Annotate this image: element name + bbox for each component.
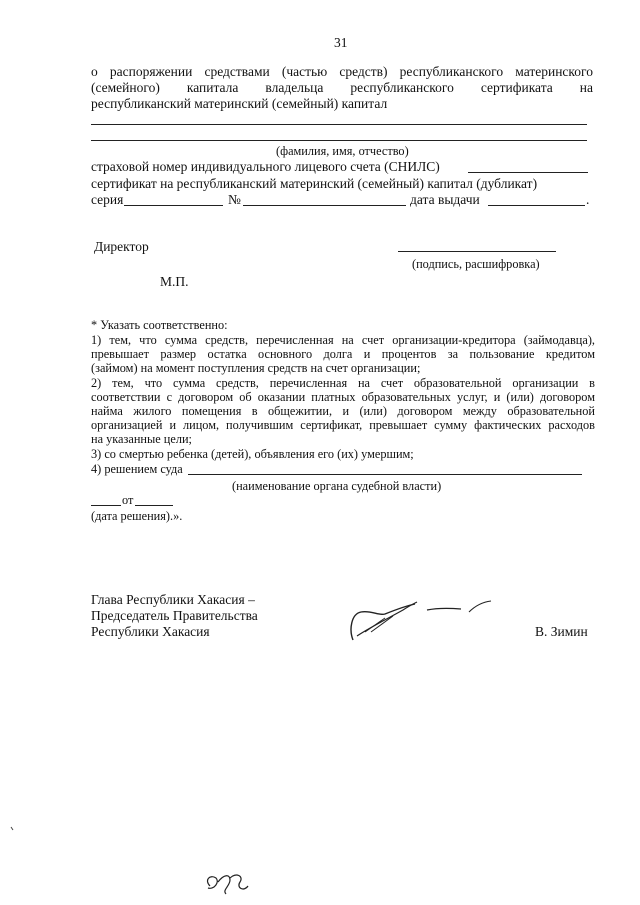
bottom-mark xyxy=(200,868,260,898)
fio-caption: (фамилия, имя, отчество) xyxy=(276,144,409,158)
issue-date-end: . xyxy=(586,192,590,207)
signatory-line-1: Глава Республики Хакасия – xyxy=(91,592,255,607)
certificate-line: сертификат на республиканский материнский (семейный) капитал (дубликат) xyxy=(91,176,538,191)
header-line-3: республиканский материнский (семейный) капитал xyxy=(91,96,388,111)
footnote-item1-line1: 1) тем, что сумма средств, перечисленная на счет организации-кредитора (займодавца), xyxy=(91,333,595,347)
decision-number-field xyxy=(91,505,121,506)
signature-caption: (подпись, расшифровка) xyxy=(412,257,540,271)
issue-date-label: дата выдачи xyxy=(410,192,480,207)
footnote-title: * Указать соответственно: xyxy=(91,318,228,332)
court-field xyxy=(188,474,582,475)
court-caption: (наименование органа судебной власти) xyxy=(232,479,442,493)
decision-date-caption: (дата решения).». xyxy=(91,509,183,523)
footnote-item1-line2: превышает размер остатка основного долга и процентов за пользование кредитом xyxy=(91,347,595,361)
footnote-item2-line5: на указанные цели; xyxy=(91,432,192,446)
series-field xyxy=(124,205,223,206)
footnote-item2-line2: соответствии с договором об оказании платных образовательных услуг, и (или) договором xyxy=(91,390,595,404)
stamp-label: М.П. xyxy=(160,274,189,289)
margin-tick xyxy=(10,826,16,832)
footnote-item1-line3: (займом) на момент поступления средств на счет организации; xyxy=(91,361,421,375)
issue-date-field xyxy=(488,205,585,206)
signatory-name: В. Зимин xyxy=(535,624,588,639)
from-label: от xyxy=(122,493,134,507)
page-number: 31 xyxy=(334,35,348,50)
snils-field xyxy=(468,172,588,173)
fio-line-2 xyxy=(91,140,587,141)
handwritten-signature xyxy=(345,592,505,652)
header-line-2: (семейного) капитала владельца республиканского сертификата на xyxy=(91,80,593,95)
fio-line-1 xyxy=(91,124,587,125)
number-sign: № xyxy=(228,192,241,207)
footnote-item2-line1: 2) тем, что сумма средств, перечисленная на счет образовательной организации в xyxy=(91,376,595,390)
footnote-item3: 3) со смертью ребенка (детей), объявления его (их) умершим; xyxy=(91,447,414,461)
header-line-1: о распоряжении средствами (частью средств) республиканского материнского xyxy=(91,64,593,79)
signatory-line-3: Республики Хакасия xyxy=(91,624,210,639)
footnote-item4: 4) решением суда xyxy=(91,462,183,476)
director-label: Директор xyxy=(94,239,149,254)
footnote-item2-line4: организацией и лицом, получившим сертификат, превышает сумму фактических расходов xyxy=(91,418,595,432)
director-signature-field xyxy=(398,251,556,252)
signatory-line-2: Председатель Правительства xyxy=(91,608,258,623)
decision-date-field xyxy=(135,505,173,506)
number-field xyxy=(243,205,406,206)
footnote-item2-line3: найма жилого помещения в общежитии, и (или) договором между образовательной xyxy=(91,404,595,418)
snils-label: страховой номер индивидуального лицевого счета (СНИЛС) xyxy=(91,159,440,174)
series-label: серия xyxy=(91,192,124,207)
